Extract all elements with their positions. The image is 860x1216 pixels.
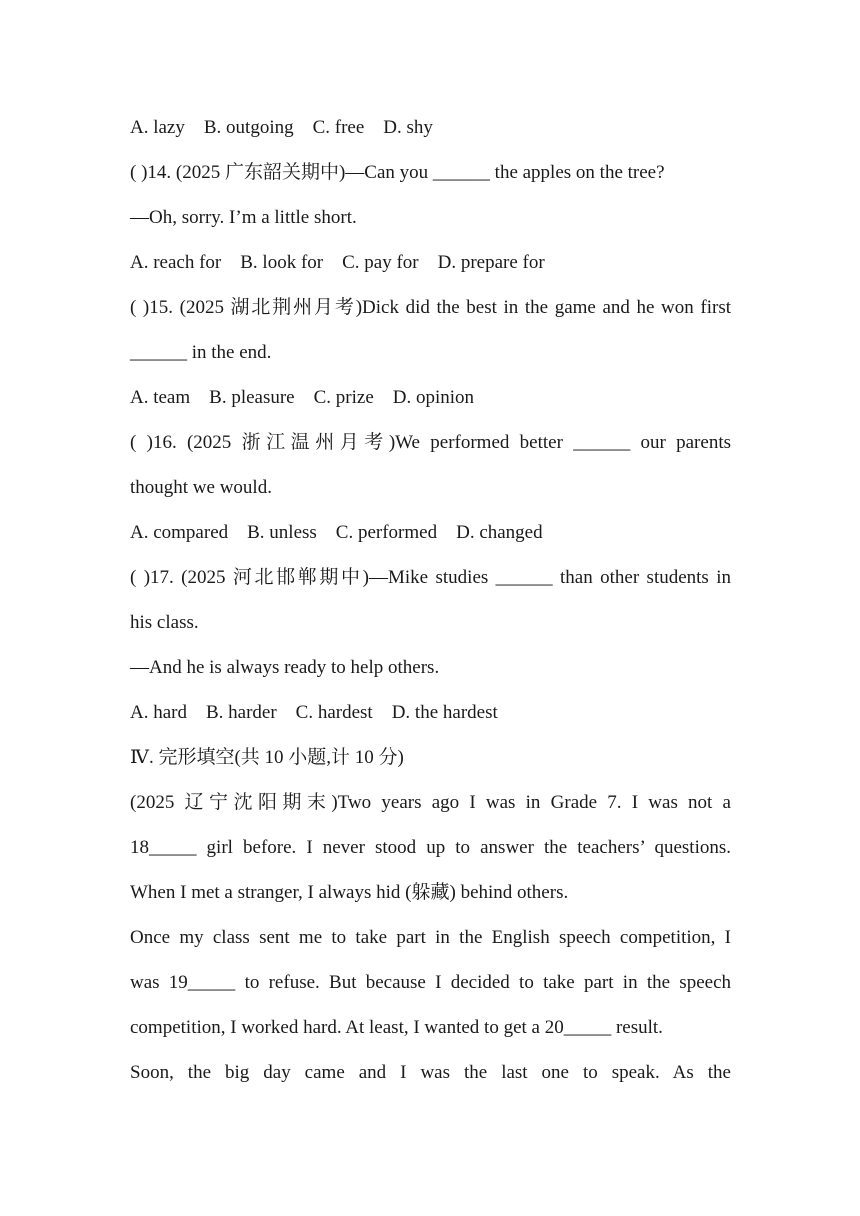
passage-line: competition, I worked hard. At least, I wanted to get a 20_____ result. xyxy=(130,1017,663,1038)
passage-line: Soon, the big day came and I was the last one to speak. As the xyxy=(130,1062,731,1083)
passage-line: When I met a stranger, I always hid (躲藏) behind others. xyxy=(130,882,569,903)
q16-stem-cont: thought we would. xyxy=(130,477,272,498)
q14-dialogue: —Oh, sorry. I’m a little short. xyxy=(130,207,357,228)
q17-dialogue: —And he is always ready to help others. xyxy=(130,657,440,678)
section-heading: Ⅳ. 完形填空(共 10 小题,计 10 分) xyxy=(130,747,404,768)
passage-line: 18_____ girl before. I never stood up to answer the teachers’ questions. xyxy=(130,837,731,858)
q17-stem: ( )17. (2025 河北邯郸期中)—Mike studies ______ than other students in xyxy=(130,567,731,588)
q13-options: A. lazy B. outgoing C. free D. shy xyxy=(130,117,433,138)
q15-stem: ( )15. (2025 湖北荆州月考)Dick did the best in the game and he won first xyxy=(130,297,731,318)
passage-line: was 19_____ to refuse. But because I decided to take part in the speech xyxy=(130,972,731,993)
passage-line: Once my class sent me to take part in the English speech competition, I xyxy=(130,927,731,948)
q16-options: A. compared B. unless C. performed D. changed xyxy=(130,522,543,543)
passage-line: (2025 辽宁沈阳期末)Two years ago I was in Grade 7. I was not a xyxy=(130,792,731,813)
q17-options: A. hard B. harder C. hardest D. the hardest xyxy=(130,702,498,723)
q16-stem: ( )16. (2025 浙江温州月考)We performed better ______ our parents xyxy=(130,432,731,453)
document-page xyxy=(130,105,731,1095)
q14-stem: ( )14. (2025 广东韶关期中)—Can you ______ the apples on the tree? xyxy=(130,162,665,183)
q14-options: A. reach for B. look for C. pay for D. prepare for xyxy=(130,252,545,273)
q17-stem-cont: his class. xyxy=(130,612,199,633)
q15-stem-cont: ______ in the end. xyxy=(130,342,272,363)
q15-options: A. team B. pleasure C. prize D. opinion xyxy=(130,387,475,408)
